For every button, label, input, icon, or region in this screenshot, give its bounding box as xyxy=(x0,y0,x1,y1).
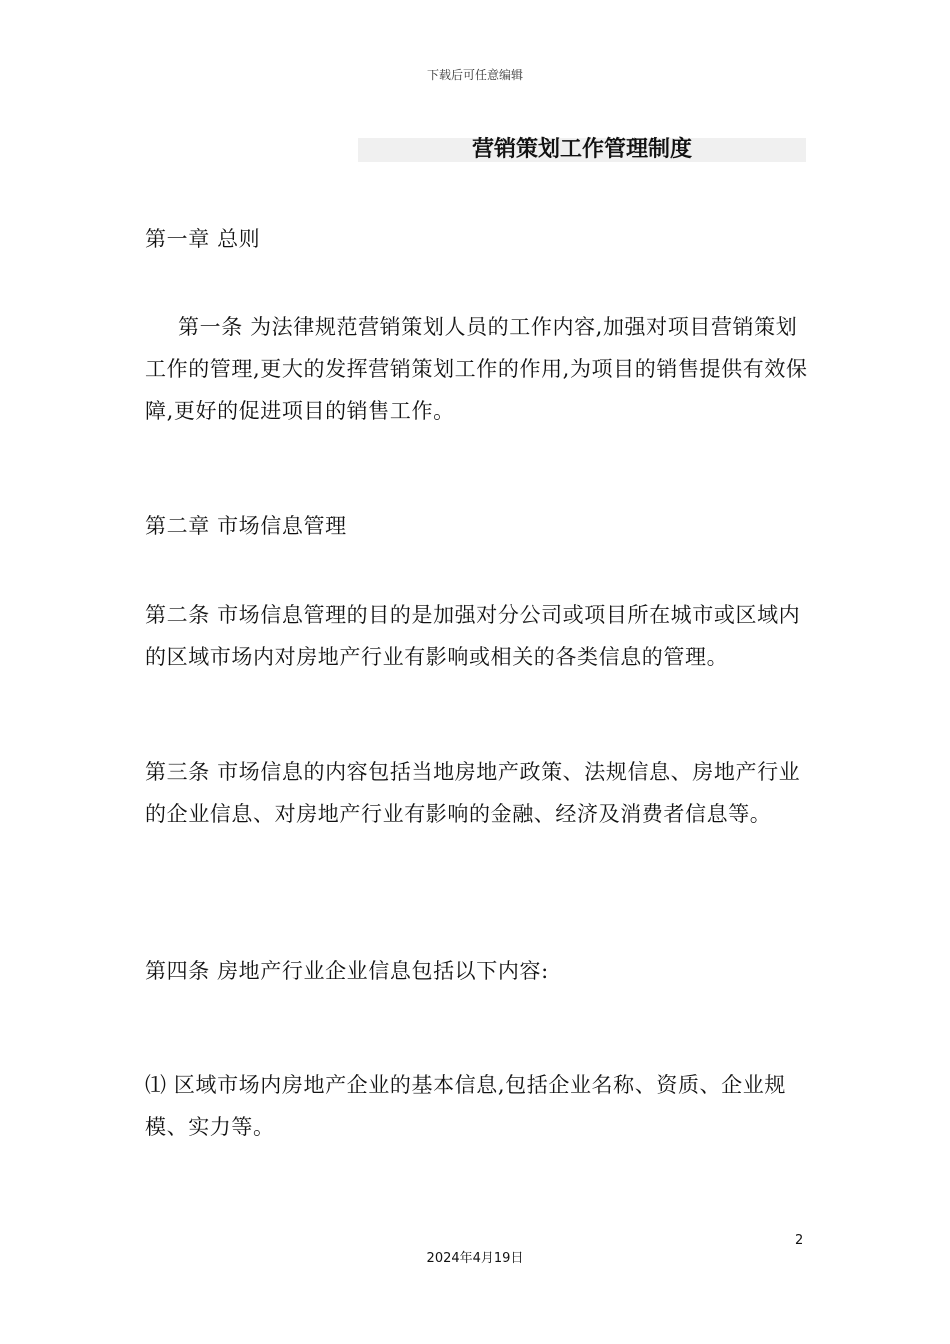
chapter-heading-2: 第二章 市场信息管理 xyxy=(145,514,347,538)
header-note: 下载后可任意编辑 xyxy=(426,68,523,82)
list-item-1: ⑴ 区域市场内房地产企业的基本信息,包括企业名称、资质、企业规模、实力等。 xyxy=(145,1073,786,1139)
chapter-heading-1: 第一章 总则 xyxy=(145,227,261,251)
article-2: 第二条 市场信息管理的目的是加强对分公司或项目所在城市或区域内的区域市场内对房地产行业有影响或相关的各类信息的管理。 xyxy=(145,603,801,669)
article-1: 第一条 为法律规范营销策划人员的工作内容,加强对项目营销策划工作的管理,更大的发挥营销策划工作的作用,为项目的销售提供有效保障,更好的促进项目的销售工作。 xyxy=(145,315,808,423)
article-4: 第四条 房地产行业企业信息包括以下内容: xyxy=(145,959,549,983)
article-3: 第三条 市场信息的内容包括当地房地产政策、法规信息、房地产行业的企业信息、对房地产行业有影响的金融、经济及消费者信息等。 xyxy=(145,760,801,826)
footer-date: 2024年4月19日 xyxy=(426,1251,524,1266)
page-number: 2 xyxy=(795,1233,804,1248)
document-title: 营销策划工作管理制度 xyxy=(471,137,692,162)
